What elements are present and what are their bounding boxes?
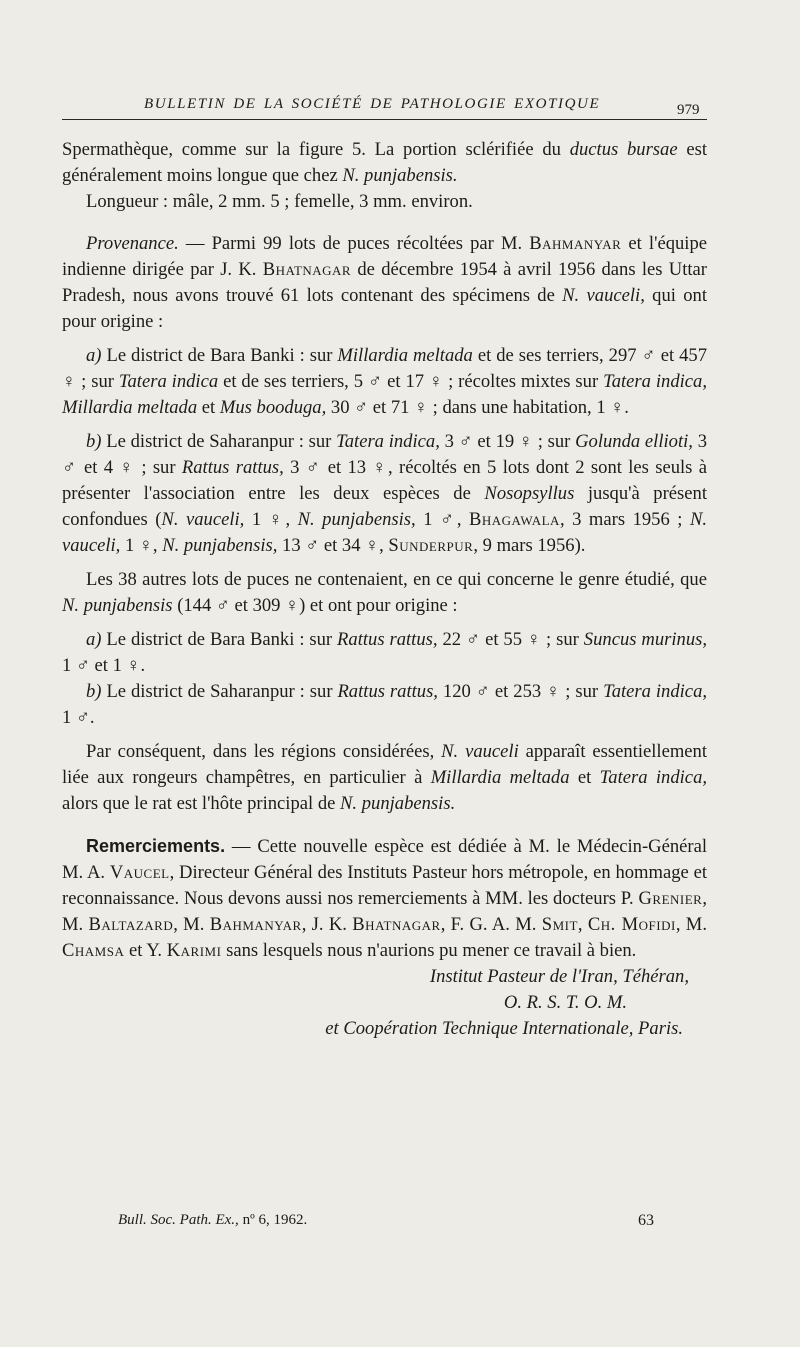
- text-span: , 9 mars 1956).: [473, 535, 586, 556]
- text-span: — Parmi 99 lots de puces récoltées par M.: [178, 233, 530, 254]
- italic-term: ductus bursae: [569, 139, 678, 160]
- text-span: Le district de Saharanpur : sur: [101, 431, 337, 452]
- text-span: , F. G. A. M.: [440, 914, 542, 935]
- text-span: et l'équipe indienne dirigée par J. K.: [62, 233, 708, 280]
- paragraph-saharanpur-vauceli: [62, 429, 707, 559]
- place-name: Bhagawala: [468, 509, 560, 530]
- paragraph-longueur: Longueur : mâle, 2 mm. 5 ; femelle, 3 mm. environ.: [86, 191, 473, 212]
- species-name: N. punjabensis.: [342, 165, 458, 186]
- person-name: Bhatnagar: [352, 914, 441, 935]
- species-name: N. vauceli,: [62, 509, 708, 556]
- page-number: 979: [677, 102, 700, 118]
- author-name: Bahmanyar: [529, 233, 622, 254]
- person-name: Chamsa: [62, 940, 125, 961]
- text-span: (144 ♂ et 309 ♀) et ont pour origine :: [172, 595, 458, 616]
- text-span: 1 ♀,: [244, 509, 298, 530]
- person-name: Grenier: [638, 888, 703, 909]
- species-name: N. vauceli,: [562, 285, 645, 306]
- acknowledgements-heading: Remerciements.: [86, 836, 226, 856]
- species-name: Rattus rattus,: [337, 681, 438, 702]
- text-span: 22 ♂ et 55 ♀ ; sur: [437, 629, 584, 650]
- text-span: qui ont pour origine :: [62, 285, 707, 332]
- person-name: Karimi: [166, 940, 222, 961]
- text-span: , 3 mars 1956 ;: [559, 509, 690, 530]
- text-span: et: [197, 397, 220, 418]
- text-span: apparaît essentiellement liée aux rongeurs champêtres, en particulier à: [62, 741, 708, 788]
- article-body: [62, 137, 707, 1042]
- text-span: et Y.: [124, 940, 167, 961]
- text-span: est généralement moins longue que chez: [62, 139, 707, 186]
- paragraph-bara-banki-vauceli: [62, 343, 707, 421]
- species-name: Millardia meltada: [337, 345, 473, 366]
- text-span: Par conséquent, dans les régions considérées,: [86, 741, 442, 762]
- paragraph-provenance: [62, 231, 707, 335]
- section-label: Provenance.: [86, 233, 179, 254]
- species-name: Rattus rattus,: [181, 457, 284, 478]
- species-name: Rattus rattus,: [337, 629, 438, 650]
- text-span: Le district de Bara Banki : sur: [101, 345, 338, 366]
- species-name: Millardia meltada: [430, 767, 570, 788]
- text-span: 3 ♂ et 4 ♀ ; sur: [62, 431, 708, 478]
- affiliation-line-1: Institut Pasteur de l'Iran, Téhéran,: [429, 966, 689, 987]
- text-span: , M.: [173, 914, 210, 935]
- person-name: Vaucel: [109, 862, 170, 883]
- affiliation-line-3: et Coopération Technique Internationale, Paris.: [325, 1018, 683, 1039]
- text-span: 13 ♂ et 34 ♀,: [277, 535, 389, 556]
- text-span: Spermathèque, comme sur la figure 5. La portion sclérifiée du: [62, 139, 570, 160]
- species-name: N. vauceli,: [161, 509, 245, 530]
- person-name: Bahmanyar: [209, 914, 302, 935]
- text-span: 3 ♂ et 19 ♀ ; sur: [439, 431, 576, 452]
- author-name: Bhatnagar: [262, 259, 352, 280]
- species-name: Tatera indica, Millardia meltada: [62, 371, 708, 418]
- text-span: 1 ♂ et 1 ♀.: [62, 655, 146, 676]
- text-span: Le district de Saharanpur : sur: [101, 681, 338, 702]
- species-name: N. punjabensis,: [297, 509, 416, 530]
- species-name: Nosopsyllus: [484, 483, 575, 504]
- text-span: 120 ♂ et 253 ♀ ; sur: [437, 681, 604, 702]
- species-name: Golunda ellioti,: [575, 431, 693, 452]
- header-rule: [62, 119, 707, 120]
- text-span: ,: [577, 914, 588, 935]
- paragraph-other-lots: [62, 567, 707, 619]
- text-span: sans lesquels nous n'aurions pu mener ce travail à bien.: [221, 940, 637, 961]
- species-name: N. punjabensis,: [162, 535, 278, 556]
- journal-citation: [118, 1212, 307, 1229]
- page-header: [62, 96, 722, 130]
- text-span: et de ses terriers, 297 ♂ et 457 ♀ ; sur: [62, 345, 707, 392]
- acknowledgements-paragraph: [62, 833, 707, 964]
- list-marker: a): [86, 629, 102, 650]
- place-name: Sunderpur: [388, 535, 474, 556]
- species-name: Tatera indica,: [599, 767, 708, 788]
- text-span: — Cette nouvelle espèce est dédiée à M. le Médecin-Général M. A.: [62, 836, 707, 883]
- text-span: Le district de Bara Banki : sur: [101, 629, 338, 650]
- paragraph-spermatheque: [62, 137, 707, 189]
- person-name: Ch. Mofidi: [587, 914, 676, 935]
- list-marker: b): [86, 681, 102, 702]
- paragraph-saharanpur-punjabensis: [62, 679, 707, 731]
- affiliation-line-2: O. R. S. T. O. M.: [503, 992, 627, 1013]
- text-span: , Directeur Général des Instituts Pasteur hors métropole, en hommage et reconnaissance. Nous devons aussi nos remerciements à MM. les docteurs P.: [62, 862, 707, 909]
- paragraph-conclusion: [62, 739, 707, 817]
- text-span: et de ses terriers, 5 ♂ et 17 ♀ ; récoltes mixtes sur: [218, 371, 604, 392]
- species-name: Tatera indica,: [603, 681, 708, 702]
- species-name: N. vauceli: [441, 741, 519, 762]
- text-span: , M.: [675, 914, 707, 935]
- text-span: 3 ♂ et 13 ♀, récoltés en 5 lots dont 2 sont les seuls à présenter l'association entre les deux espèces de: [62, 457, 708, 504]
- person-name: Smit: [541, 914, 578, 935]
- text-span: 1 ♀,: [120, 535, 163, 556]
- species-name: Tatera indica,: [336, 431, 440, 452]
- person-name: Baltazard: [88, 914, 174, 935]
- text-span: alors que le rat est l'hôte principal de: [62, 793, 341, 814]
- text-span: , J. K.: [301, 914, 353, 935]
- text-span: 1 ♂.: [62, 707, 95, 728]
- citation-journal: Bull. Soc. Path. Ex.,: [118, 1212, 239, 1228]
- text-span: Les 38 autres lots de puces ne contenaient, en ce qui concerne le genre étudié, que: [86, 569, 707, 590]
- text-span: de décembre 1954 à avril 1956 dans les Uttar Pradesh, nous avons trouvé 61 lots contenant des spécimens de: [62, 259, 707, 306]
- running-title: BULLETIN DE LA SOCIÉTÉ DE PATHOLOGIE EXOTIQUE: [144, 96, 601, 112]
- species-name: N. punjabensis.: [340, 793, 456, 814]
- list-marker: a): [86, 345, 102, 366]
- text-span: jusqu'à présent confondues (: [62, 483, 708, 530]
- text-span: 30 ♂ et 71 ♀ ; dans une habitation, 1 ♀.: [326, 397, 629, 418]
- species-name: N. punjabensis: [62, 595, 173, 616]
- text-span: et: [569, 767, 600, 788]
- species-name: Tatera indica: [118, 371, 219, 392]
- list-marker: b): [86, 431, 102, 452]
- citation-issue: nº 6, 1962.: [238, 1212, 308, 1228]
- text-span: , M.: [62, 888, 707, 935]
- text-span: 1 ♂,: [415, 509, 469, 530]
- species-name: Mus booduga,: [219, 397, 327, 418]
- species-name: Suncus murinus,: [583, 629, 707, 650]
- signature-number: 63: [638, 1212, 654, 1229]
- paragraph-bara-banki-punjabensis: [62, 627, 707, 679]
